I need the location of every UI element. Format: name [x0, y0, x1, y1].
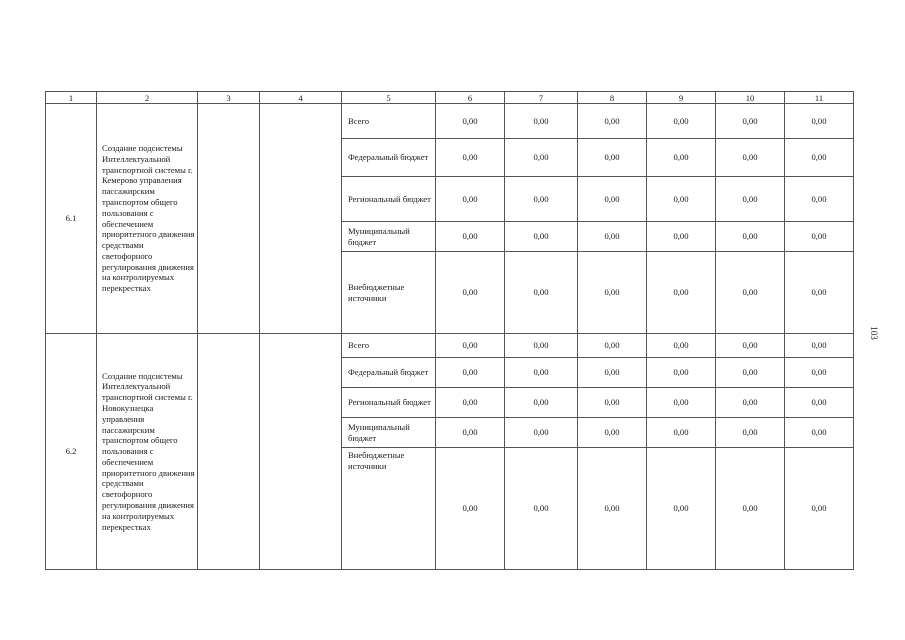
column-number: 6 — [436, 92, 505, 104]
value-cell: 0,00 — [505, 388, 578, 418]
value-cell: 0,00 — [716, 358, 785, 388]
funding-source: Федеральный бюджет — [342, 358, 436, 388]
value-cell: 0,00 — [647, 177, 716, 222]
empty-cell — [260, 334, 342, 570]
funding-source: Региональный бюджет — [342, 388, 436, 418]
value-cell: 0,00 — [436, 334, 505, 358]
funding-table — [45, 91, 854, 570]
value-cell: 0,00 — [505, 334, 578, 358]
value-cell: 0,00 — [785, 252, 854, 334]
value-cell: 0,00 — [578, 139, 647, 177]
funding-source: Всего — [342, 104, 436, 139]
column-number: 10 — [716, 92, 785, 104]
value-cell: 0,00 — [578, 222, 647, 252]
value-cell: 0,00 — [785, 418, 854, 448]
value-cell: 0,00 — [505, 252, 578, 334]
value-cell: 0,00 — [716, 252, 785, 334]
empty-cell — [198, 104, 260, 334]
value-cell: 0,00 — [647, 222, 716, 252]
value-cell: 0,00 — [785, 358, 854, 388]
funding-source: Внебюджетные источники — [342, 252, 436, 334]
section-description: Создание подсистемы Интеллектуальной транспортной системы г. Кемерово управления пассажирским транспортом общего пользования с обеспечением приоритетного движения средствами светофорного регулирования движения на контролируемых перекрестках — [97, 104, 198, 334]
value-cell: 0,00 — [647, 104, 716, 139]
value-cell: 0,00 — [578, 334, 647, 358]
value-cell: 0,00 — [785, 448, 854, 570]
value-cell: 0,00 — [785, 334, 854, 358]
value-cell: 0,00 — [505, 222, 578, 252]
value-cell: 0,00 — [436, 139, 505, 177]
value-cell: 0,00 — [436, 177, 505, 222]
value-cell: 0,00 — [578, 177, 647, 222]
value-cell: 0,00 — [436, 252, 505, 334]
value-cell: 0,00 — [436, 358, 505, 388]
value-cell: 0,00 — [578, 388, 647, 418]
table-body — [46, 92, 854, 570]
empty-cell — [260, 104, 342, 334]
value-cell: 0,00 — [716, 222, 785, 252]
value-cell: 0,00 — [647, 334, 716, 358]
value-cell: 0,00 — [436, 388, 505, 418]
value-cell: 0,00 — [578, 104, 647, 139]
value-cell: 0,00 — [716, 448, 785, 570]
value-cell: 0,00 — [505, 177, 578, 222]
empty-cell — [198, 334, 260, 570]
table-row — [46, 104, 854, 139]
value-cell: 0,00 — [716, 139, 785, 177]
value-cell: 0,00 — [647, 358, 716, 388]
value-cell: 0,00 — [716, 104, 785, 139]
value-cell: 0,00 — [716, 177, 785, 222]
table-row — [46, 334, 854, 358]
column-number: 11 — [785, 92, 854, 104]
funding-source: Региональный бюджет — [342, 177, 436, 222]
column-number: 8 — [578, 92, 647, 104]
value-cell: 0,00 — [716, 418, 785, 448]
column-number-row — [46, 92, 854, 104]
value-cell: 0,00 — [505, 448, 578, 570]
value-cell: 0,00 — [647, 448, 716, 570]
value-cell: 0,00 — [785, 388, 854, 418]
value-cell: 0,00 — [785, 222, 854, 252]
column-number: 5 — [342, 92, 436, 104]
value-cell: 0,00 — [436, 418, 505, 448]
funding-source: Муниципальный бюджет — [342, 418, 436, 448]
value-cell: 0,00 — [578, 358, 647, 388]
value-cell: 0,00 — [505, 358, 578, 388]
column-number: 1 — [46, 92, 97, 104]
value-cell: 0,00 — [578, 448, 647, 570]
funding-source: Муниципальный бюджет — [342, 222, 436, 252]
section-number: 6.2 — [46, 334, 97, 570]
value-cell: 0,00 — [436, 222, 505, 252]
value-cell: 0,00 — [785, 104, 854, 139]
page-number: 103 — [869, 326, 879, 340]
section-description: Создание подсистемы Интеллектуальной транспортной системы г. Новокузнецка управления пассажирским транспортом общего пользования с обеспечением приоритетного движения средствами светофорного регулирования движения на контролируемых перекрестках — [97, 334, 198, 570]
column-number: 3 — [198, 92, 260, 104]
funding-source: Внебюджетные источники — [342, 448, 436, 570]
value-cell: 0,00 — [716, 388, 785, 418]
column-number: 9 — [647, 92, 716, 104]
value-cell: 0,00 — [578, 418, 647, 448]
value-cell: 0,00 — [647, 388, 716, 418]
value-cell: 0,00 — [716, 334, 785, 358]
funding-source: Всего — [342, 334, 436, 358]
value-cell: 0,00 — [647, 139, 716, 177]
section-number: 6.1 — [46, 104, 97, 334]
funding-source: Федеральный бюджет — [342, 139, 436, 177]
value-cell: 0,00 — [436, 448, 505, 570]
value-cell: 0,00 — [505, 139, 578, 177]
value-cell: 0,00 — [785, 139, 854, 177]
value-cell: 0,00 — [505, 418, 578, 448]
column-number: 4 — [260, 92, 342, 104]
value-cell: 0,00 — [436, 104, 505, 139]
value-cell: 0,00 — [785, 177, 854, 222]
column-number: 7 — [505, 92, 578, 104]
column-number: 2 — [97, 92, 198, 104]
value-cell: 0,00 — [647, 418, 716, 448]
value-cell: 0,00 — [505, 104, 578, 139]
value-cell: 0,00 — [578, 252, 647, 334]
value-cell: 0,00 — [647, 252, 716, 334]
